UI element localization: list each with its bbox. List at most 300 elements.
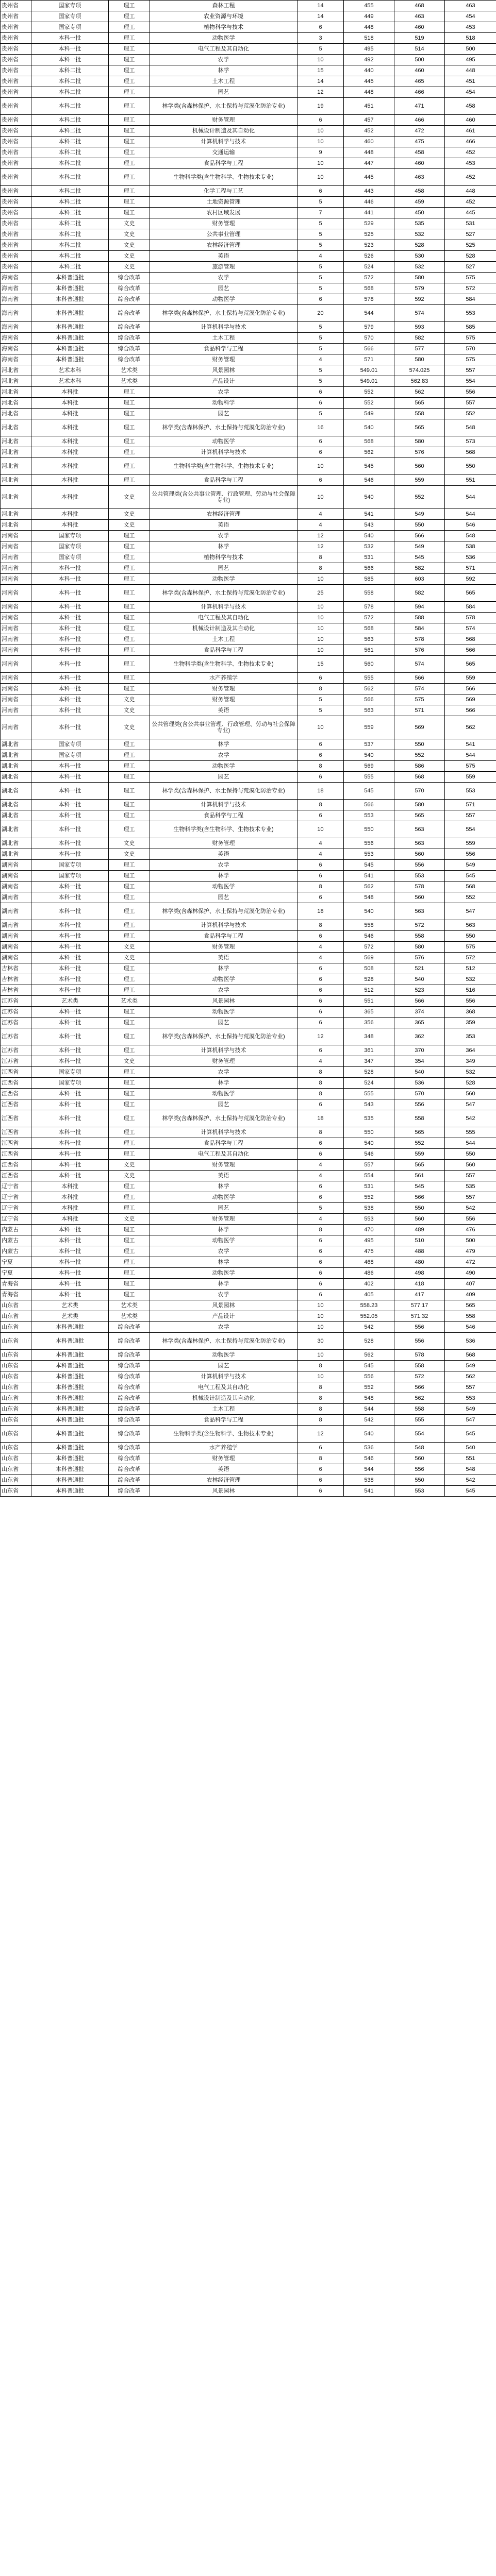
quota-cell: 6 bbox=[297, 772, 344, 783]
avg-score-cell: 550 bbox=[445, 931, 496, 942]
batch-cell: 本科普通批 bbox=[31, 322, 109, 333]
category-cell: 文史 bbox=[109, 838, 150, 849]
category-cell: 理工 bbox=[109, 645, 150, 656]
batch-cell: 国家专项 bbox=[31, 552, 109, 563]
province-cell: 贵州省 bbox=[1, 33, 31, 44]
quota-cell: 18 bbox=[297, 1110, 344, 1127]
category-cell: 文史 bbox=[109, 849, 150, 860]
batch-cell: 本科二批 bbox=[31, 186, 109, 197]
province-cell: 辽宁省 bbox=[1, 1214, 31, 1225]
batch-cell: 本科普通批 bbox=[31, 1361, 109, 1371]
quota-cell: 10 bbox=[297, 458, 344, 475]
table-row bbox=[1, 1279, 496, 1290]
avg-score-cell: 536 bbox=[445, 552, 496, 563]
batch-cell: 本科一批 bbox=[31, 1257, 109, 1268]
province-cell: 贵州省 bbox=[1, 44, 31, 55]
batch-cell: 本科一批 bbox=[31, 1127, 109, 1138]
quota-cell: 10 bbox=[297, 613, 344, 623]
category-cell: 艺术类 bbox=[109, 376, 150, 387]
max-score-cell: 365 bbox=[394, 1018, 445, 1028]
table-row bbox=[1, 585, 496, 602]
major-cell: 农业资源与环境 bbox=[150, 11, 297, 22]
max-score-cell: 576 bbox=[394, 953, 445, 963]
category-cell: 综合改革 bbox=[109, 333, 150, 344]
table-row bbox=[1, 1246, 496, 1257]
major-cell: 动物医学 bbox=[150, 761, 297, 772]
max-score-cell: 558 bbox=[394, 1361, 445, 1371]
major-cell: 园艺 bbox=[150, 1018, 297, 1028]
quota-cell: 8 bbox=[297, 1415, 344, 1426]
table-row bbox=[1, 137, 496, 147]
min-score-cell: 553 bbox=[344, 1214, 394, 1225]
province-cell: 贵州省 bbox=[1, 262, 31, 273]
province-cell: 江苏省 bbox=[1, 1018, 31, 1028]
avg-score-cell: 553 bbox=[445, 1393, 496, 1404]
batch-cell: 本科二批 bbox=[31, 197, 109, 208]
category-cell: 理工 bbox=[109, 892, 150, 903]
avg-score-cell: 542 bbox=[445, 1475, 496, 1486]
quota-cell: 3 bbox=[297, 33, 344, 44]
province-cell: 河北省 bbox=[1, 509, 31, 520]
max-score-cell: 550 bbox=[394, 1203, 445, 1214]
quota-cell: 6 bbox=[297, 475, 344, 486]
batch-cell: 国家专项 bbox=[31, 739, 109, 750]
major-cell: 农林经济管理 bbox=[150, 509, 297, 520]
table-row bbox=[1, 344, 496, 354]
max-score-cell: 582 bbox=[394, 333, 445, 344]
major-cell: 农林经济管理 bbox=[150, 1475, 297, 1486]
province-cell: 山东省 bbox=[1, 1350, 31, 1361]
max-score-cell: 558 bbox=[394, 409, 445, 419]
category-cell: 理工 bbox=[109, 387, 150, 398]
quota-cell: 12 bbox=[297, 1028, 344, 1045]
max-score-cell: 558 bbox=[394, 1110, 445, 1127]
batch-cell: 本科批 bbox=[31, 1192, 109, 1203]
category-cell: 综合改革 bbox=[109, 1333, 150, 1350]
max-score-cell: 578 bbox=[394, 634, 445, 645]
batch-cell: 本科二批 bbox=[31, 147, 109, 158]
max-score-cell: 465 bbox=[394, 76, 445, 87]
quota-cell: 6 bbox=[297, 1268, 344, 1279]
province-cell: 内蒙古 bbox=[1, 1235, 31, 1246]
major-cell: 食品科学与工程 bbox=[150, 158, 297, 169]
min-score-cell: 512 bbox=[344, 985, 394, 996]
category-cell: 综合改革 bbox=[109, 322, 150, 333]
major-cell: 化学工程与工艺 bbox=[150, 186, 297, 197]
table-row bbox=[1, 1322, 496, 1333]
min-score-cell: 528 bbox=[344, 1067, 394, 1078]
avg-score-cell: 551 bbox=[445, 1453, 496, 1464]
quota-cell: 9 bbox=[297, 147, 344, 158]
province-cell: 江苏省 bbox=[1, 1045, 31, 1056]
avg-score-cell: 532 bbox=[445, 974, 496, 985]
min-score-cell: 475 bbox=[344, 1246, 394, 1257]
max-score-cell: 560 bbox=[394, 1453, 445, 1464]
major-cell: 计算机科学与技术 bbox=[150, 1371, 297, 1382]
batch-cell: 本科一批 bbox=[31, 985, 109, 996]
province-cell: 江苏省 bbox=[1, 1007, 31, 1018]
batch-cell: 国家专项 bbox=[31, 541, 109, 552]
avg-score-cell: 557 bbox=[445, 398, 496, 409]
quota-cell: 6 bbox=[297, 186, 344, 197]
max-score-cell: 570 bbox=[394, 783, 445, 800]
avg-score-cell: 547 bbox=[445, 903, 496, 920]
table-row bbox=[1, 1382, 496, 1393]
quota-cell: 10 bbox=[297, 602, 344, 613]
batch-cell: 本科二批 bbox=[31, 251, 109, 262]
min-score-cell: 545 bbox=[344, 860, 394, 871]
quota-cell: 25 bbox=[297, 585, 344, 602]
major-cell: 动物医学 bbox=[150, 1192, 297, 1203]
max-score-cell: 571 bbox=[394, 705, 445, 716]
table-row bbox=[1, 33, 496, 44]
table-row bbox=[1, 860, 496, 871]
quota-cell: 6 bbox=[297, 673, 344, 684]
quota-cell: 5 bbox=[297, 197, 344, 208]
province-cell: 江西省 bbox=[1, 1138, 31, 1149]
table-row bbox=[1, 1099, 496, 1110]
table-row bbox=[1, 541, 496, 552]
province-cell: 山东省 bbox=[1, 1333, 31, 1350]
major-cell: 农学 bbox=[150, 1322, 297, 1333]
max-score-cell: 459 bbox=[394, 197, 445, 208]
min-score-cell: 550 bbox=[344, 1127, 394, 1138]
major-cell: 农学 bbox=[150, 387, 297, 398]
avg-score-cell: 575 bbox=[445, 273, 496, 283]
quota-cell: 6 bbox=[297, 739, 344, 750]
major-cell: 产品设计 bbox=[150, 376, 297, 387]
batch-cell: 本科一批 bbox=[31, 1138, 109, 1149]
category-cell: 综合改革 bbox=[109, 1404, 150, 1415]
min-score-cell: 579 bbox=[344, 322, 394, 333]
table-row bbox=[1, 563, 496, 574]
major-cell: 农学 bbox=[150, 55, 297, 65]
min-score-cell: 563 bbox=[344, 705, 394, 716]
max-score-cell: 450 bbox=[394, 208, 445, 218]
min-score-cell: 566 bbox=[344, 344, 394, 354]
category-cell: 理工 bbox=[109, 985, 150, 996]
batch-cell: 本科一批 bbox=[31, 602, 109, 613]
quota-cell: 6 bbox=[297, 931, 344, 942]
quota-cell: 6 bbox=[297, 985, 344, 996]
avg-score-cell: 557 bbox=[445, 1171, 496, 1181]
min-score-cell: 525 bbox=[344, 229, 394, 240]
quota-cell: 5 bbox=[297, 1203, 344, 1214]
quota-cell: 6 bbox=[297, 1099, 344, 1110]
major-cell: 森林工程 bbox=[150, 1, 297, 11]
quota-cell: 15 bbox=[297, 65, 344, 76]
max-score-cell: 559 bbox=[394, 475, 445, 486]
major-cell: 林学类(含森林保护、水土保持与荒漠化防治专业) bbox=[150, 903, 297, 920]
avg-score-cell: 516 bbox=[445, 985, 496, 996]
table-row bbox=[1, 1290, 496, 1300]
table-row bbox=[1, 931, 496, 942]
province-cell: 河南省 bbox=[1, 623, 31, 634]
batch-cell: 本科一批 bbox=[31, 903, 109, 920]
batch-cell: 本科普通批 bbox=[31, 1350, 109, 1361]
min-score-cell: 571 bbox=[344, 354, 394, 365]
min-score-cell: 531 bbox=[344, 1181, 394, 1192]
major-cell: 土木工程 bbox=[150, 333, 297, 344]
province-cell: 江西省 bbox=[1, 1099, 31, 1110]
min-score-cell: 542 bbox=[344, 1322, 394, 1333]
province-cell: 湖北省 bbox=[1, 821, 31, 838]
table-row bbox=[1, 953, 496, 963]
quota-cell: 6 bbox=[297, 1181, 344, 1192]
category-cell: 综合改革 bbox=[109, 1443, 150, 1453]
province-cell: 青海省 bbox=[1, 1279, 31, 1290]
max-score-cell: 552 bbox=[394, 1138, 445, 1149]
min-score-cell: 452 bbox=[344, 126, 394, 137]
avg-score-cell: 552 bbox=[445, 409, 496, 419]
min-score-cell: 542 bbox=[344, 1415, 394, 1426]
min-score-cell: 544 bbox=[344, 1404, 394, 1415]
category-cell: 理工 bbox=[109, 1028, 150, 1045]
province-cell: 河北省 bbox=[1, 398, 31, 409]
avg-score-cell: 575 bbox=[445, 942, 496, 953]
province-cell: 江西省 bbox=[1, 1110, 31, 1127]
avg-score-cell: 453 bbox=[445, 22, 496, 33]
batch-cell: 本科普通批 bbox=[31, 294, 109, 305]
min-score-cell: 460 bbox=[344, 137, 394, 147]
max-score-cell: 519 bbox=[394, 33, 445, 44]
major-cell: 动物医学 bbox=[150, 294, 297, 305]
category-cell: 理工 bbox=[109, 1246, 150, 1257]
batch-cell: 本科二批 bbox=[31, 158, 109, 169]
min-score-cell: 585 bbox=[344, 574, 394, 585]
quota-cell: 4 bbox=[297, 1214, 344, 1225]
major-cell: 水产养殖学 bbox=[150, 1443, 297, 1453]
min-score-cell: 402 bbox=[344, 1279, 394, 1290]
table-row bbox=[1, 147, 496, 158]
min-score-cell: 559 bbox=[344, 716, 394, 739]
table-row bbox=[1, 1453, 496, 1464]
category-cell: 文史 bbox=[109, 953, 150, 963]
province-cell: 湖南省 bbox=[1, 892, 31, 903]
avg-score-cell: 584 bbox=[445, 294, 496, 305]
province-cell: 贵州省 bbox=[1, 11, 31, 22]
batch-cell: 国家专项 bbox=[31, 1078, 109, 1089]
category-cell: 理工 bbox=[109, 1149, 150, 1160]
category-cell: 理工 bbox=[109, 1225, 150, 1235]
batch-cell: 本科普通批 bbox=[31, 1475, 109, 1486]
batch-cell: 本科普通批 bbox=[31, 1393, 109, 1404]
batch-cell: 本科批 bbox=[31, 398, 109, 409]
min-score-cell: 531 bbox=[344, 552, 394, 563]
table-row bbox=[1, 475, 496, 486]
major-cell: 食品科学与工程 bbox=[150, 475, 297, 486]
table-row bbox=[1, 186, 496, 197]
max-score-cell: 475 bbox=[394, 137, 445, 147]
quota-cell: 19 bbox=[297, 98, 344, 115]
province-cell: 湖北省 bbox=[1, 838, 31, 849]
major-cell: 生物科学类(含生物科学、生物技术专业) bbox=[150, 1426, 297, 1443]
table-row bbox=[1, 436, 496, 447]
max-score-cell: 488 bbox=[394, 1246, 445, 1257]
province-cell: 贵州省 bbox=[1, 251, 31, 262]
avg-score-cell: 559 bbox=[445, 673, 496, 684]
major-cell: 土地资源管理 bbox=[150, 197, 297, 208]
max-score-cell: 532 bbox=[394, 229, 445, 240]
avg-score-cell: 544 bbox=[445, 750, 496, 761]
category-cell: 综合改革 bbox=[109, 283, 150, 294]
min-score-cell: 545 bbox=[344, 783, 394, 800]
category-cell: 理工 bbox=[109, 398, 150, 409]
major-cell: 食品科学与工程 bbox=[150, 931, 297, 942]
max-score-cell: 565 bbox=[394, 419, 445, 436]
avg-score-cell: 544 bbox=[445, 486, 496, 509]
table-row bbox=[1, 447, 496, 458]
table-row bbox=[1, 1404, 496, 1415]
table-row bbox=[1, 1171, 496, 1181]
table-row bbox=[1, 996, 496, 1007]
avg-score-cell: 525 bbox=[445, 240, 496, 251]
category-cell: 综合改革 bbox=[109, 1464, 150, 1475]
major-cell: 林学 bbox=[150, 1279, 297, 1290]
table-row bbox=[1, 552, 496, 563]
max-score-cell: 549 bbox=[394, 509, 445, 520]
batch-cell: 本科一批 bbox=[31, 1225, 109, 1235]
max-score-cell: 575 bbox=[394, 694, 445, 705]
quota-cell: 8 bbox=[297, 1404, 344, 1415]
max-score-cell: 536 bbox=[394, 1078, 445, 1089]
max-score-cell: 579 bbox=[394, 283, 445, 294]
province-cell: 江西省 bbox=[1, 1149, 31, 1160]
avg-score-cell: 565 bbox=[445, 656, 496, 673]
batch-cell: 本科一批 bbox=[31, 673, 109, 684]
major-cell: 电气工程及其自动化 bbox=[150, 1149, 297, 1160]
quota-cell: 8 bbox=[297, 552, 344, 563]
avg-score-cell: 536 bbox=[445, 1333, 496, 1350]
quota-cell: 8 bbox=[297, 800, 344, 810]
province-cell: 贵州省 bbox=[1, 197, 31, 208]
max-score-cell: 574 bbox=[394, 656, 445, 673]
quota-cell: 6 bbox=[297, 387, 344, 398]
batch-cell: 本科一批 bbox=[31, 645, 109, 656]
min-score-cell: 528 bbox=[344, 1333, 394, 1350]
category-cell: 文史 bbox=[109, 240, 150, 251]
avg-score-cell: 566 bbox=[445, 645, 496, 656]
quota-cell: 8 bbox=[297, 761, 344, 772]
min-score-cell: 449 bbox=[344, 11, 394, 22]
max-score-cell: 489 bbox=[394, 1225, 445, 1235]
major-cell: 园艺 bbox=[150, 892, 297, 903]
table-row bbox=[1, 354, 496, 365]
batch-cell: 国家专项 bbox=[31, 860, 109, 871]
max-score-cell: 354 bbox=[394, 1056, 445, 1067]
major-cell: 林学 bbox=[150, 1225, 297, 1235]
major-cell: 植物科学与技术 bbox=[150, 552, 297, 563]
batch-cell: 本科一批 bbox=[31, 772, 109, 783]
category-cell: 理工 bbox=[109, 115, 150, 126]
major-cell: 水产养殖学 bbox=[150, 673, 297, 684]
min-score-cell: 448 bbox=[344, 147, 394, 158]
avg-score-cell: 452 bbox=[445, 197, 496, 208]
table-row bbox=[1, 486, 496, 509]
province-cell: 河北省 bbox=[1, 486, 31, 509]
major-cell: 土木工程 bbox=[150, 634, 297, 645]
major-cell: 农学 bbox=[150, 1246, 297, 1257]
max-score-cell: 565 bbox=[394, 1127, 445, 1138]
max-score-cell: 582 bbox=[394, 563, 445, 574]
major-cell: 园艺 bbox=[150, 1361, 297, 1371]
min-score-cell: 440 bbox=[344, 65, 394, 76]
major-cell: 财务管理 bbox=[150, 1214, 297, 1225]
province-cell: 江西省 bbox=[1, 1089, 31, 1099]
category-cell: 理工 bbox=[109, 98, 150, 115]
avg-score-cell: 550 bbox=[445, 1149, 496, 1160]
min-score-cell: 544 bbox=[344, 1464, 394, 1475]
major-cell: 财务管理 bbox=[150, 1160, 297, 1171]
batch-cell: 本科一批 bbox=[31, 810, 109, 821]
max-score-cell: 374 bbox=[394, 1007, 445, 1018]
min-score-cell: 528 bbox=[344, 974, 394, 985]
table-row bbox=[1, 634, 496, 645]
province-cell: 海南省 bbox=[1, 273, 31, 283]
min-score-cell: 445 bbox=[344, 76, 394, 87]
major-cell: 林学类(含森林保护、水土保持与荒漠化防治专业) bbox=[150, 783, 297, 800]
avg-score-cell: 466 bbox=[445, 137, 496, 147]
batch-cell: 本科普通批 bbox=[31, 273, 109, 283]
quota-cell: 6 bbox=[297, 1443, 344, 1453]
min-score-cell: 562 bbox=[344, 882, 394, 892]
province-cell: 江西省 bbox=[1, 1160, 31, 1171]
min-score-cell: 546 bbox=[344, 475, 394, 486]
quota-cell: 10 bbox=[297, 645, 344, 656]
avg-score-cell: 565 bbox=[445, 1300, 496, 1311]
max-score-cell: 588 bbox=[394, 613, 445, 623]
min-score-cell: 552.05 bbox=[344, 1311, 394, 1322]
category-cell: 艺术类 bbox=[109, 365, 150, 376]
province-cell: 湖南省 bbox=[1, 860, 31, 871]
province-cell: 湖南省 bbox=[1, 920, 31, 931]
quota-cell: 5 bbox=[297, 409, 344, 419]
avg-score-cell: 573 bbox=[445, 436, 496, 447]
major-cell: 林学 bbox=[150, 871, 297, 882]
province-cell: 河南省 bbox=[1, 716, 31, 739]
avg-score-cell: 458 bbox=[445, 98, 496, 115]
major-cell: 林学 bbox=[150, 739, 297, 750]
batch-cell: 本科普通批 bbox=[31, 1333, 109, 1350]
province-cell: 湖北省 bbox=[1, 810, 31, 821]
category-cell: 艺术类 bbox=[109, 996, 150, 1007]
province-cell: 吉林省 bbox=[1, 985, 31, 996]
province-cell: 湖南省 bbox=[1, 931, 31, 942]
province-cell: 山东省 bbox=[1, 1415, 31, 1426]
max-score-cell: 584 bbox=[394, 623, 445, 634]
max-score-cell: 545 bbox=[394, 552, 445, 563]
batch-cell: 本科一批 bbox=[31, 974, 109, 985]
major-cell: 风景园林 bbox=[150, 1486, 297, 1497]
category-cell: 综合改革 bbox=[109, 1426, 150, 1443]
min-score-cell: 549.01 bbox=[344, 365, 394, 376]
province-cell: 湖北省 bbox=[1, 761, 31, 772]
table-row bbox=[1, 218, 496, 229]
min-score-cell: 448 bbox=[344, 22, 394, 33]
category-cell: 综合改革 bbox=[109, 273, 150, 283]
avg-score-cell: 566 bbox=[445, 705, 496, 716]
max-score-cell: 471 bbox=[394, 98, 445, 115]
min-score-cell: 544 bbox=[344, 305, 394, 322]
province-cell: 河南省 bbox=[1, 684, 31, 694]
major-cell: 电气工程及其自动化 bbox=[150, 613, 297, 623]
avg-score-cell: 547 bbox=[445, 1099, 496, 1110]
quota-cell: 10 bbox=[297, 55, 344, 65]
category-cell: 理工 bbox=[109, 634, 150, 645]
avg-score-cell: 452 bbox=[445, 169, 496, 186]
avg-score-cell: 548 bbox=[445, 531, 496, 541]
quota-cell: 4 bbox=[297, 354, 344, 365]
